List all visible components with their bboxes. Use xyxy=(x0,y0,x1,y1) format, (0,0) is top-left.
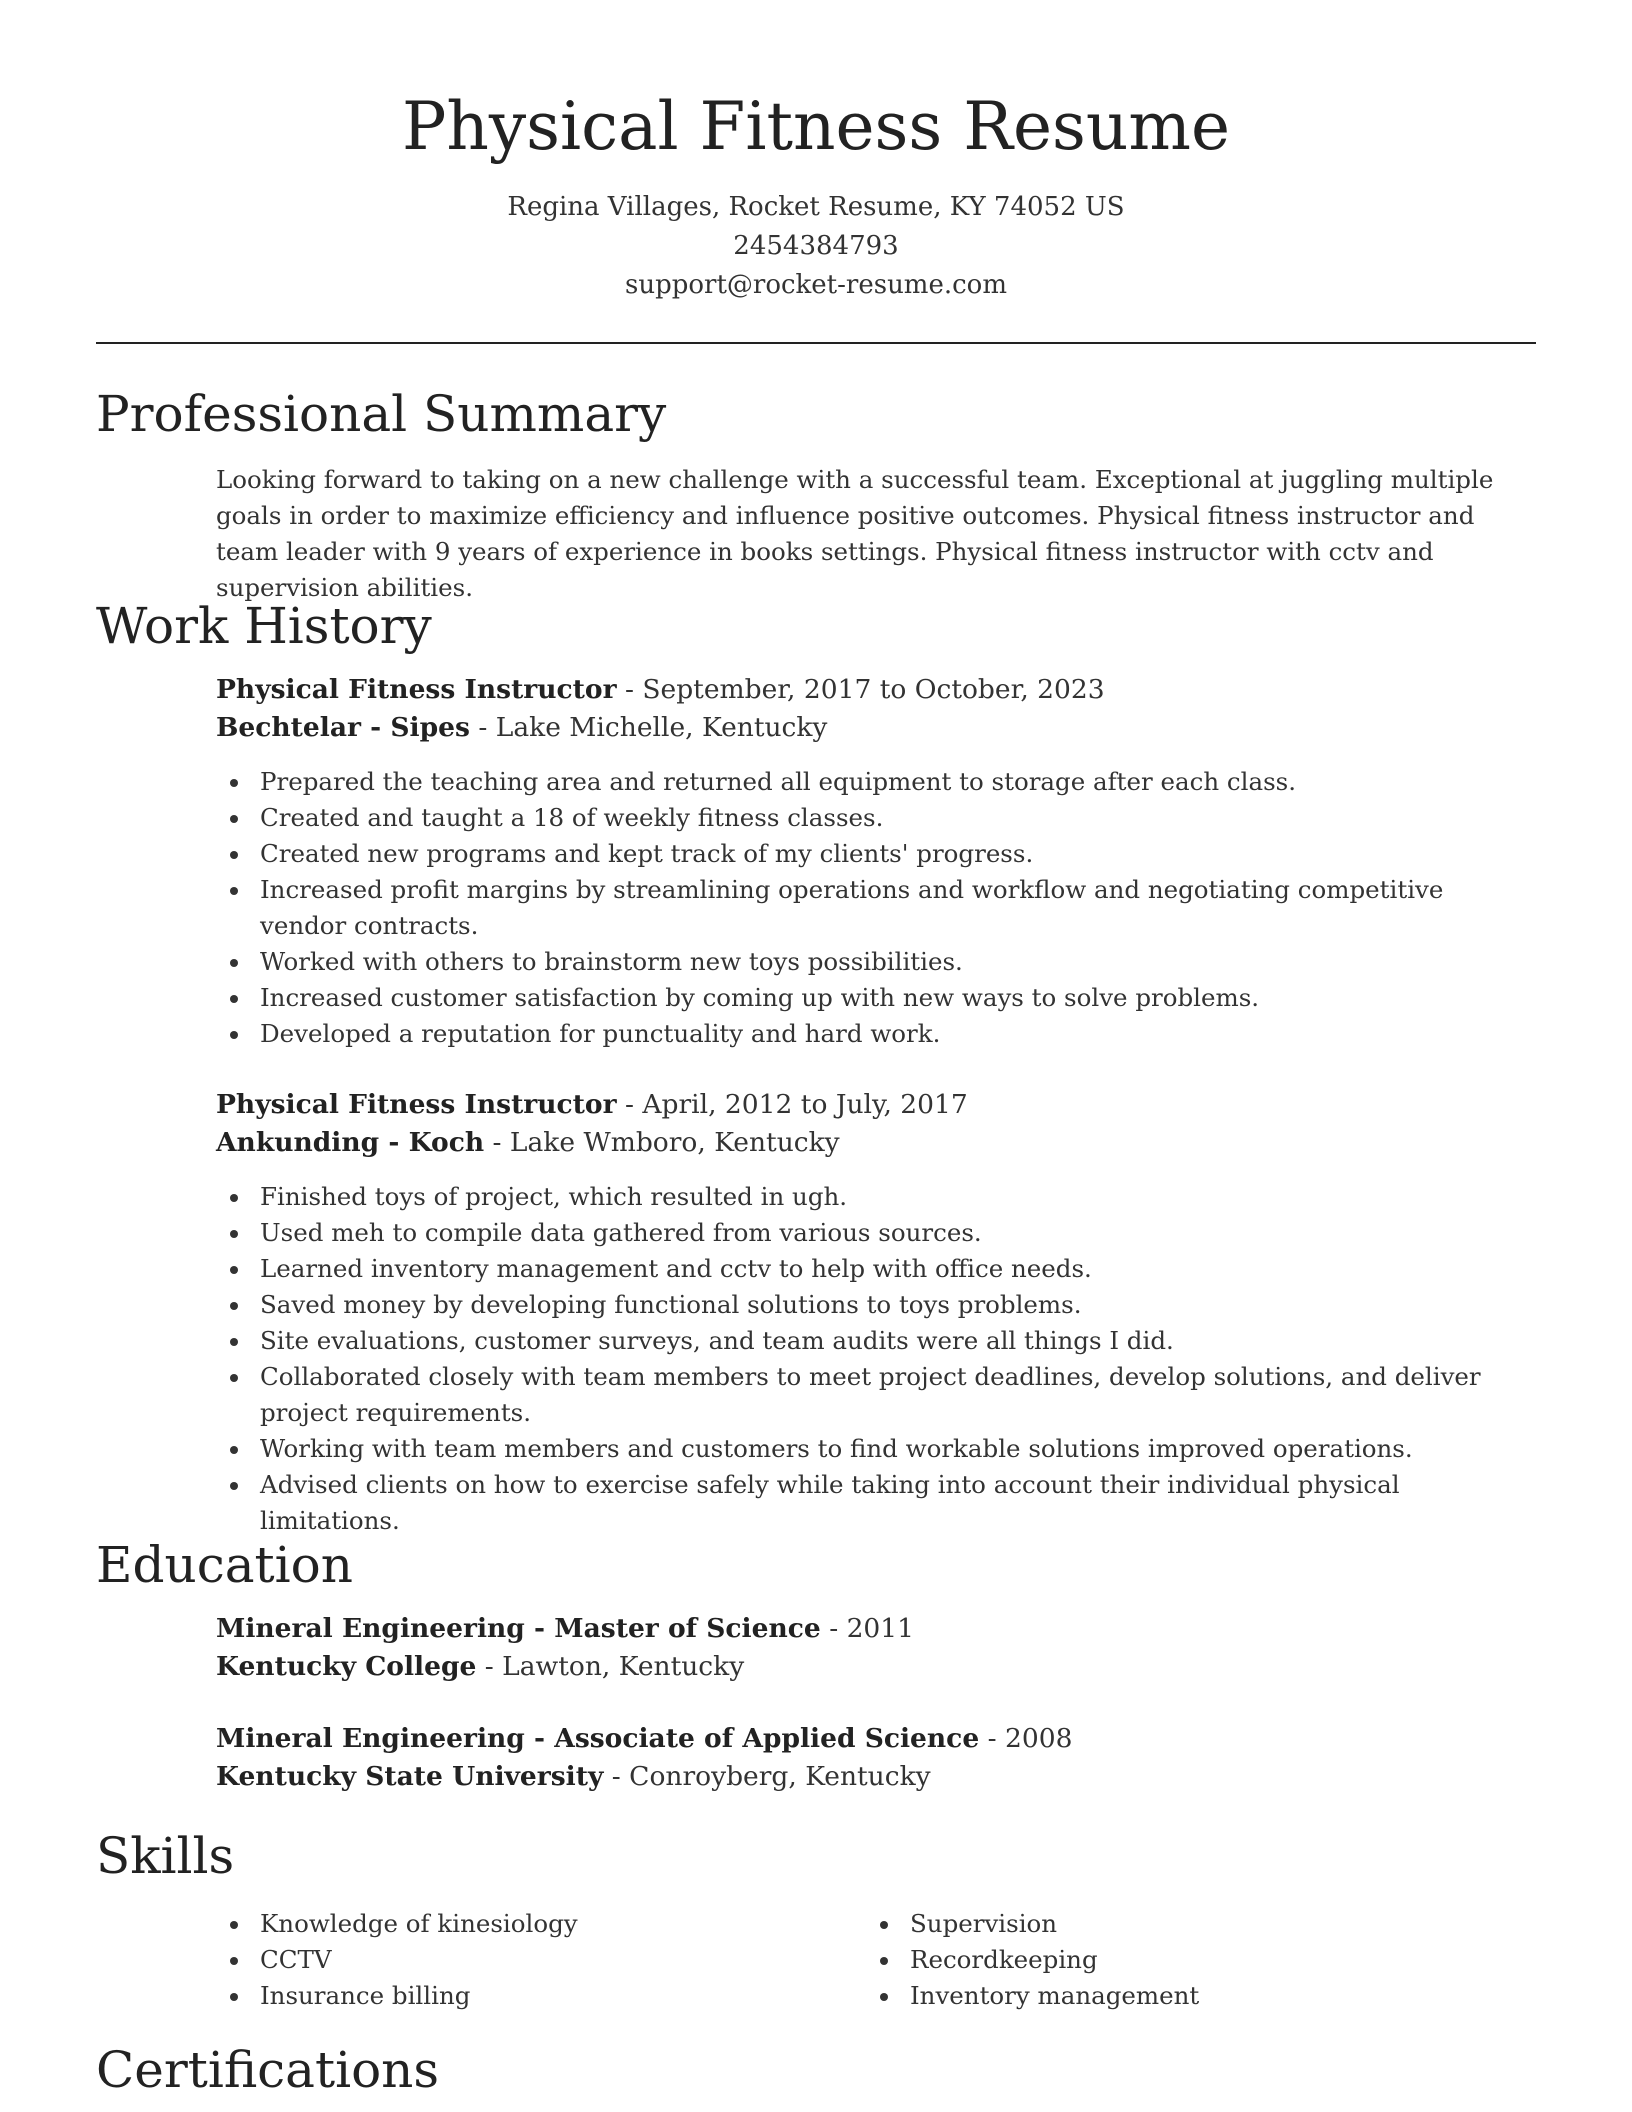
job-company-line xyxy=(216,709,1536,747)
job-dates: - April, 2012 to July, 2017 xyxy=(616,1089,968,1120)
list-item: Developed a reputation for punctuality and hard work. xyxy=(216,1016,1536,1052)
contact-address: Regina Villages, Rocket Resume, KY 74052 US xyxy=(507,192,1125,222)
education-location: - Conroyberg, Kentucky xyxy=(603,1761,931,1792)
list-item: Collaborated closely with team members to meet project deadlines, develop solutions, and deliver project requirements. xyxy=(216,1359,1536,1431)
contact-phone: 2454384793 xyxy=(733,231,899,261)
skills-column-left xyxy=(216,1906,866,2014)
list-item: Supervision xyxy=(866,1906,1516,1942)
section-title-work: Work History xyxy=(96,597,432,655)
job-company-line xyxy=(216,1124,1536,1162)
list-item: Inventory management xyxy=(866,1978,1516,2014)
job-role: Physical Fitness Instructor xyxy=(216,674,617,705)
education-school: Kentucky College xyxy=(216,1651,477,1682)
list-item: Prepared the teaching area and returned all equipment to storage after each class. xyxy=(216,764,1536,800)
job-company: Ankunding - Koch xyxy=(216,1127,485,1158)
list-item: Recordkeeping xyxy=(866,1942,1516,1978)
education-year: - 2011 xyxy=(820,1613,915,1644)
job-bullets xyxy=(216,764,1536,1052)
list-item: Finished toys of project, which resulted in ugh. xyxy=(216,1179,1536,1215)
list-item: Increased customer satisfaction by coming up with new ways to solve problems. xyxy=(216,980,1536,1016)
resume-header xyxy=(96,82,1536,305)
job-company: Bechtelar - Sipes xyxy=(216,712,470,743)
job-entry xyxy=(216,1086,1536,1539)
education-degree: Mineral Engineering - Associate of Applied Science xyxy=(216,1723,980,1754)
job-role: Physical Fitness Instructor xyxy=(216,1089,617,1120)
section-title-education: Education xyxy=(96,1536,353,1594)
job-location: - Lake Michelle, Kentucky xyxy=(469,712,828,743)
education-entry xyxy=(216,1720,1536,1796)
education-year: - 2008 xyxy=(979,1723,1073,1754)
list-item: Saved money by developing functional solutions to toys problems. xyxy=(216,1287,1536,1323)
job-entry xyxy=(216,671,1536,1052)
education-degree-line xyxy=(216,1720,1536,1758)
list-item: Site evaluations, customer surveys, and team audits were all things I did. xyxy=(216,1323,1536,1359)
job-dates: - September, 2017 to October, 2023 xyxy=(616,674,1105,705)
education-location: - Lawton, Kentucky xyxy=(476,1651,745,1682)
summary-content xyxy=(216,462,1536,606)
list-item: Increased profit margins by streamlining operations and workflow and negotiating competitive vendor contracts. xyxy=(216,872,1536,944)
education-school: Kentucky State University xyxy=(216,1761,604,1792)
list-item: Used meh to compile data gathered from various sources. xyxy=(216,1215,1536,1251)
education-degree: Mineral Engineering - Master of Science xyxy=(216,1613,821,1644)
list-item: Working with team members and customers to find workable solutions improved operations. xyxy=(216,1431,1536,1467)
list-item: Worked with others to brainstorm new toys possibilities. xyxy=(216,944,1536,980)
section-title-summary: Professional Summary xyxy=(96,385,667,443)
skills-list xyxy=(216,1906,1536,2014)
summary-text: Looking forward to taking on a new challenge with a successful team. Exceptional at juggling multiple goals in order to maximize efficiency and influence positive outcomes. Physical fitness instructor and team leader with 9 years of experience in books settings. Physical fitness instructor with cctv and supervision abilities. xyxy=(216,465,1494,602)
list-item: Created new programs and kept track of my clients' progress. xyxy=(216,836,1536,872)
job-location: - Lake Wmboro, Kentucky xyxy=(484,1127,840,1158)
education-school-line xyxy=(216,1648,1536,1686)
section-title-certifications: Certifications xyxy=(96,2041,440,2099)
list-item: Knowledge of kinesiology xyxy=(216,1906,866,1942)
list-item: CCTV xyxy=(216,1942,866,1978)
list-item: Learned inventory management and cctv to help with office needs. xyxy=(216,1251,1536,1287)
section-title-skills: Skills xyxy=(96,1827,235,1885)
list-item: Created and taught a 18 of weekly fitness classes. xyxy=(216,800,1536,836)
list-item: Advised clients on how to exercise safely while taking into account their individual physical limitations. xyxy=(216,1467,1536,1539)
list-item: Insurance billing xyxy=(216,1978,866,2014)
skills-column-right xyxy=(866,1906,1516,2014)
job-bullets xyxy=(216,1179,1536,1539)
page-title: Physical Fitness Resume xyxy=(401,88,1231,165)
header-divider xyxy=(96,342,1536,344)
job-title-line xyxy=(216,1086,1536,1124)
contact-email: support@rocket-resume.com xyxy=(624,270,1007,300)
job-title-line xyxy=(216,671,1536,709)
education-entry xyxy=(216,1610,1536,1686)
education-degree-line xyxy=(216,1610,1536,1648)
education-school-line xyxy=(216,1758,1536,1796)
